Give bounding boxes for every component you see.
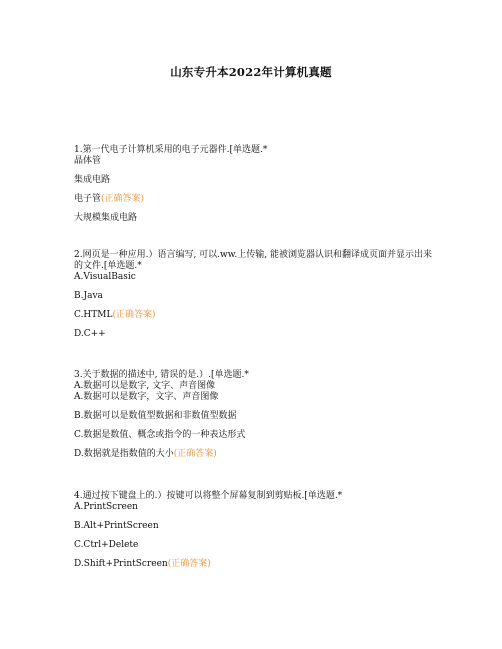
option-text: 集成电路	[74, 175, 111, 185]
question-stem: 1.第一代电子计算机采用的电子元器件.[单选题.*	[74, 145, 268, 155]
option-text: B.数据可以是数值型数据和非数值型数据	[74, 411, 237, 421]
option-text: 大规模集成电路	[74, 213, 138, 223]
question-2	[74, 250, 434, 340]
option-text: C.HTML	[74, 310, 113, 320]
option-text: A.VisualBasic	[74, 272, 136, 282]
question-stem: 2.网页是一种应用.）语言编写, 可以.ww.上传输, 能被浏览器认识和翻译成页面并显示出来的文件.[单选题.*	[74, 250, 432, 271]
question-3	[74, 370, 434, 460]
option-correct	[74, 310, 434, 321]
option-text: B.Alt+PrintScreen	[74, 521, 159, 531]
correct-answer-mark: (正确答案)	[101, 194, 145, 204]
question-1	[74, 145, 434, 224]
correct-answer-mark: (正确答案)	[112, 310, 156, 320]
option-correct	[74, 559, 434, 570]
option-text: B.Java	[74, 291, 103, 301]
option-text: D.数据就是指数值的大小	[74, 449, 174, 459]
option-text: 电子管	[74, 194, 102, 204]
option-text: A.PrintScreen	[74, 502, 138, 512]
option-text: C.数据是数值、概念或指令的一种表达形式	[74, 430, 246, 440]
question-stem: 4.通过按下键盘上的.）按键可以将整个屏幕复制到剪贴板.[单选题.*	[74, 491, 343, 501]
option-text: A.数据可以是数字, 文字、声音图像	[74, 381, 216, 391]
option-text: 晶体管	[74, 156, 102, 166]
option-text: C.Ctrl+Delete	[74, 540, 139, 550]
correct-answer-mark: (正确答案)	[173, 449, 217, 459]
correct-answer-mark: (正确答案)	[167, 559, 211, 569]
question-4	[74, 491, 434, 570]
option-correct	[74, 449, 434, 460]
option-text: D.C++	[74, 329, 106, 339]
question-stem: 3.关于数据的描述中, 错误的是.）.[单选题.*	[74, 370, 249, 380]
option-text: D.Shift+PrintScreen	[74, 559, 168, 569]
page-title: 山东专升本2022年计算机真题	[170, 65, 332, 79]
option-text: A.数据可以是数字，文字、声音图像	[74, 392, 219, 402]
option-correct	[74, 194, 434, 205]
